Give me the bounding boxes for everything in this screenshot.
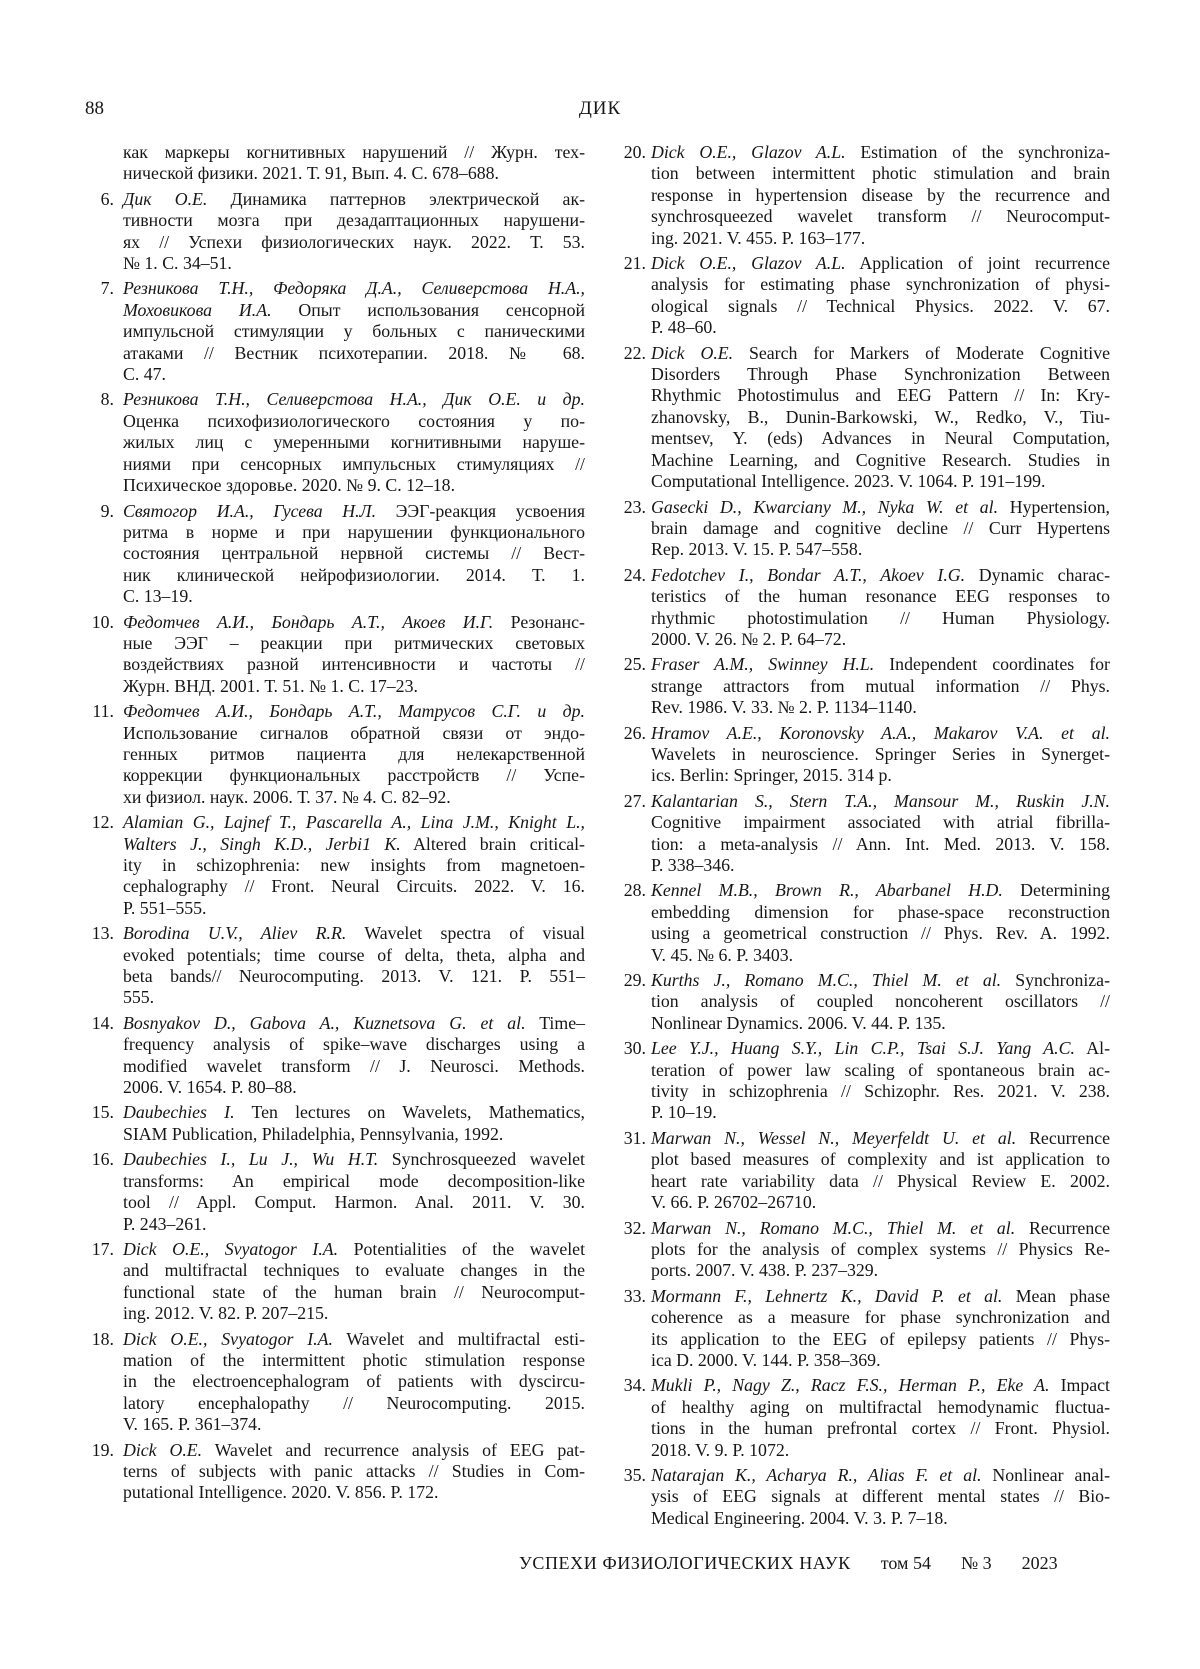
reference-authors: Моховикова И.А. <box>123 299 272 320</box>
reference-authors: Dick O.E. <box>123 1439 203 1460</box>
reference-number: 6. <box>100 188 114 209</box>
reference-text <box>123 1239 585 1325</box>
reference-line: Дик О.Е. Динамика паттернов электрической ак- <box>123 188 586 209</box>
reference-number: 14. <box>91 1012 114 1033</box>
footer-volume: том 54 <box>880 1553 931 1573</box>
reference-text <box>123 1102 585 1145</box>
reference-authors: Kennel M.B., Brown R., Abarbanel H.D. <box>651 880 1003 901</box>
reference-authors: Natarajan K., Acharya R., Alias F. et al. <box>651 1464 982 1485</box>
reference-line: Rhythmic Photostimulus and EEG Pattern // In: Kry- <box>651 385 1110 406</box>
reference-line: ysis of EEG signals at different mental states // Bio- <box>651 1486 1110 1507</box>
reference-item <box>613 1286 1110 1372</box>
reference-line: in the electroencephalogram of patients with dyscircu- <box>123 1371 585 1392</box>
reference-line: Dick O.E., Svyatogor I.A. Potentialities of the wavelet <box>123 1238 586 1259</box>
reference-line: Marwan N., Wessel N., Meyerfeldt U. et al. Recurrence <box>651 1127 1111 1148</box>
reference-number: 16. <box>91 1149 114 1170</box>
reference-text <box>123 278 585 385</box>
reference-line: zhanovsky, B., Dunin-Barkowski, W., Redko, V., Tiu- <box>651 406 1110 427</box>
reference-line: воздействиях разной интенсивности и частоты // <box>123 654 585 675</box>
reference-text <box>123 142 585 185</box>
reference-text <box>123 612 585 698</box>
reference-line: Natarajan K., Acharya R., Alias F. et al. Nonlinear anal- <box>651 1464 1110 1485</box>
reference-line <box>651 723 1110 744</box>
reference-authors: Lee Y.J., Huang S.Y., Lin C.P., Tsai S.J. Yang A.C. <box>651 1038 1075 1059</box>
reference-line: mentsev, Y. (eds) Advances in Neural Computation, <box>651 428 1110 449</box>
reference-line: P. 10–19. <box>651 1102 717 1123</box>
reference-number: 10. <box>91 611 114 632</box>
reference-line: evoked potentials; time course of delta, theta, alpha and <box>123 944 585 965</box>
reference-line: ритма в норме и при нарушении функционального <box>123 521 585 542</box>
reference-number: 9. <box>100 500 114 521</box>
reference-line: Rev. 1986. V. 33. № 2. P. 1134–1140. <box>651 697 917 718</box>
reference-authors: Marwan N., Wessel N., Meyerfeldt U. et al. <box>651 1127 1017 1148</box>
reference-text <box>651 970 1110 1034</box>
reference-authors: Резникова Т.Н., Селиверстова Н.А., Дик О.Е. и др. <box>123 389 585 410</box>
reference-line: ing. 2021. V. 455. P. 163–177. <box>651 227 866 248</box>
reference-number: 35. <box>623 1464 646 1485</box>
reference-text <box>651 253 1110 339</box>
reference-number: 8. <box>100 389 114 410</box>
reference-text <box>651 565 1110 651</box>
reference-number: 34. <box>623 1375 646 1396</box>
reference-line: Fraser A.M., Swinney H.L. Independent coordinates for <box>651 654 1110 675</box>
reference-line: rhythmic photostimulation // Human Physiology. <box>651 607 1110 628</box>
reference-line: С. 47. <box>123 364 166 385</box>
reference-number: 30. <box>623 1038 646 1059</box>
reference-authors: Mormann F., Lehnertz K., David P. et al. <box>651 1285 1003 1306</box>
reference-text <box>123 1440 585 1504</box>
reference-item <box>85 1149 585 1235</box>
reference-number: 26. <box>623 722 646 743</box>
reference-number <box>85 142 114 185</box>
reference-text <box>651 1128 1110 1214</box>
reference-item <box>85 1329 585 1436</box>
reference-number: 22. <box>623 342 646 363</box>
reference-number: 15. <box>91 1102 114 1123</box>
reference-authors: Федотчев А.И., Бондарь А.Т., Акоев И.Г. <box>123 611 494 632</box>
reference-text <box>651 343 1110 493</box>
reference-authors: Kalantarian S., Stern T.A., Mansour M., Ruskin J.N. <box>651 790 1110 811</box>
reference-line: Machine Learning, and Cognitive Research. Studies in <box>651 449 1110 470</box>
reference-line: Dick O.E. Search for Markers of Moderate Cognitive <box>651 342 1110 363</box>
reference-item <box>613 1375 1110 1461</box>
reference-item <box>613 253 1110 339</box>
reference-authors: Dick O.E., Glazov A.L. <box>651 253 846 274</box>
reference-line: Bosnyakov D., Gabova A., Kuznetsova G. et al. Time– <box>123 1012 585 1033</box>
reference-line: Daubechies I. Ten lectures on Wavelets, Mathematics, <box>123 1102 585 1123</box>
reference-text <box>123 389 585 496</box>
reference-line: Gasecki D., Kwarciany M., Nyka W. et al. Hypertension, <box>651 496 1110 517</box>
reference-item <box>85 142 585 185</box>
reference-line: Borodina U.V., Aliev R.R. Wavelet spectra of visual <box>123 923 585 944</box>
reference-item <box>613 1038 1110 1124</box>
reference-authors: Mukli P., Nagy Z., Racz F.S., Herman P., Eke A. <box>651 1375 1050 1396</box>
reference-line: tivity in schizophrenia // Schizophr. Res. 2021. V. 238. <box>651 1081 1110 1102</box>
reference-line: Kennel M.B., Brown R., Abarbanel H.D. Determining <box>651 880 1110 901</box>
reference-line: ниями при сенсорных импульсных стимуляциях // <box>123 453 585 474</box>
reference-line <box>123 701 585 722</box>
reference-line: Fedotchev I., Bondar A.T., Akoev I.G. Dynamic charac- <box>651 564 1110 585</box>
reference-line: Dick O.E., Glazov A.L. Estimation of the synchroniza- <box>651 142 1110 162</box>
page-number: 88 <box>85 98 104 119</box>
reference-line: plot based measures of complexity and ist application to <box>651 1149 1110 1170</box>
reference-number: 7. <box>100 278 114 299</box>
reference-text <box>123 1149 585 1235</box>
reference-number: 20. <box>623 142 646 162</box>
reference-line: ports. 2007. V. 438. P. 237–329. <box>651 1260 879 1281</box>
reference-line: coherence as a measure for phase synchronization and <box>651 1307 1110 1328</box>
reference-line <box>123 812 585 833</box>
reference-item <box>613 1465 1110 1529</box>
reference-authors: Borodina U.V., Aliev R.R. <box>123 923 347 944</box>
reference-number: 21. <box>623 253 646 274</box>
reference-text <box>651 1465 1110 1529</box>
reference-line: ological signals // Technical Physics. 2022. V. 67. <box>651 295 1110 316</box>
reference-authors: Fraser A.M., Swinney H.L. <box>651 654 875 675</box>
reference-authors: Dick O.E. <box>651 342 734 363</box>
reference-number: 27. <box>623 790 646 811</box>
reference-line: cephalography // Front. Neural Circuits. 2022. V. 16. <box>123 876 585 897</box>
reference-item <box>85 1102 585 1145</box>
reference-item <box>85 812 585 919</box>
reference-number: 11. <box>92 701 114 722</box>
reference-line: коррекции функциональных расстройств // Успе- <box>123 765 585 786</box>
reference-line: its application to the EEG of epilepsy patients // Phys- <box>651 1328 1110 1349</box>
reference-text <box>651 791 1110 877</box>
reference-line: Daubechies I., Lu J., Wu H.T. Synchrosqueezed wavelet <box>123 1149 585 1170</box>
reference-text <box>123 1329 585 1436</box>
reference-line: Dick O.E., Svyatogor I.A. Wavelet and multifractal esti- <box>123 1328 585 1349</box>
reference-line: нической физики. 2021. Т. 91, Вып. 4. С. 678–688. <box>123 163 499 184</box>
reference-text <box>651 880 1110 966</box>
reference-item <box>613 1128 1110 1214</box>
reference-line: ные ЭЭГ – реакции при ритмических световых <box>123 632 585 653</box>
reference-number: 32. <box>623 1217 646 1238</box>
reference-text <box>123 923 585 1009</box>
reference-line: как маркеры когнитивных нарушений // Журн. тех- <box>123 142 585 162</box>
reference-line: Computational Intelligence. 2023. V. 1064. P. 191–199. <box>651 471 1046 492</box>
reference-number: 29. <box>623 970 646 991</box>
reference-authors: Daubechies I., Lu J., Wu H.T. <box>123 1149 379 1170</box>
reference-line: terns of subjects with panic attacks // Studies in Com- <box>123 1460 585 1481</box>
reference-line: Disorders Through Phase Synchronization Between <box>651 364 1110 385</box>
reference-number: 25. <box>623 654 646 675</box>
reference-line: 2000. V. 26. № 2. P. 64–72. <box>651 628 847 649</box>
reference-line: Журн. ВНД. 2001. Т. 51. № 1. С. 17–23. <box>123 675 418 696</box>
reference-number: 12. <box>91 812 114 833</box>
reference-line: Оценка психофизиологического состояния у по- <box>123 410 585 431</box>
reference-item <box>85 612 585 698</box>
reference-line: V. 45. № 6. P. 3403. <box>651 944 794 965</box>
reference-line: analysis for estimating phase synchronization of physi- <box>651 274 1110 295</box>
reference-text <box>651 723 1110 787</box>
reference-number: 24. <box>623 564 646 585</box>
reference-number: 31. <box>623 1127 646 1148</box>
reference-number: 18. <box>91 1328 114 1349</box>
reference-authors: Dick O.E., Glazov A.L. <box>651 142 846 162</box>
reference-authors: Alamian G., Lajnef T., Pascarella A., Lina J.M., Knight L., <box>123 812 585 833</box>
reference-item <box>85 1239 585 1325</box>
reference-line: tion: a meta-analysis // Ann. Int. Med. 2013. V. 158. <box>651 833 1110 854</box>
reference-line: V. 66. P. 26702–26710. <box>651 1192 817 1213</box>
running-title: ДИК <box>578 98 622 119</box>
reference-line: тивности мозга при дезадаптационных нарушени- <box>123 210 585 231</box>
reference-line: С. 13–19. <box>123 586 193 607</box>
reference-line: functional state of the human brain // Neurocomput- <box>123 1281 585 1302</box>
reference-line: № 1. С. 34–51. <box>123 253 232 274</box>
reference-line: teristics of the human resonance EEG responses to <box>651 586 1110 607</box>
reference-authors: Daubechies I. <box>123 1102 235 1123</box>
reference-item <box>85 1440 585 1504</box>
reference-text <box>123 701 585 808</box>
reference-line: Cognitive impairment associated with atrial fibrilla- <box>651 812 1110 833</box>
reference-line: mation of the intermittent photic stimulation response <box>123 1349 585 1370</box>
reference-line: Святогор И.А., Гусева Н.Л. ЭЭГ-реакция усвоения <box>123 500 585 521</box>
reference-line: ник клинической нейрофизиологии. 2014. Т. 1. <box>123 564 585 585</box>
reference-line: Lee Y.J., Huang S.Y., Lin C.P., Tsai S.J. Yang A.C. Al- <box>651 1038 1110 1059</box>
reference-line: жилых лиц с умеренными когнитивными наруше- <box>123 432 585 453</box>
reference-line: хи физиол. наук. 2006. Т. 37. № 4. С. 82–92. <box>123 786 451 807</box>
footer-journal-title: УСПЕХИ ФИЗИОЛОГИЧЕСКИХ НАУК <box>519 1553 851 1573</box>
reference-line: Rep. 2013. V. 15. P. 547–558. <box>651 539 863 560</box>
reference-number: 28. <box>623 880 646 901</box>
reference-line: SIAM Publication, Philadelphia, Pennsylvania, 1992. <box>123 1123 504 1144</box>
reference-authors: Marwan N., Romano M.C., Thiel M. et al. <box>651 1217 1016 1238</box>
reference-line: and multifractal techniques to evaluate changes in the <box>123 1260 585 1281</box>
reference-authors: Kurths J., Romano M.C., Thiel M. et al. <box>651 970 1002 991</box>
reference-line: using a geometrical construction // Phys. Rev. A. 1992. <box>651 923 1110 944</box>
reference-line: brain damage and cognitive decline // Curr Hypertens <box>651 517 1110 538</box>
reference-line: tool // Appl. Comput. Harmon. Anal. 2011. V. 30. <box>123 1192 585 1213</box>
reference-line: frequency analysis of spike–wave discharges using a <box>123 1034 585 1055</box>
reference-line: Моховикова И.А. Опыт использования сенсорной <box>123 299 585 320</box>
reference-authors: Gasecki D., Kwarciany M., Nyka W. et al. <box>651 496 999 517</box>
reference-authors: Резникова Т.Н., Федоряка Д.А., Селиверстова Н.А., <box>123 278 585 299</box>
reference-item <box>613 565 1110 651</box>
reference-text <box>123 1013 585 1099</box>
reference-line: tion analysis of coupled noncoherent oscillators // <box>651 991 1110 1012</box>
reference-line: P. 338–346. <box>651 855 735 875</box>
reference-line: Mukli P., Nagy Z., Racz F.S., Herman P., Eke A. Impact <box>651 1375 1110 1396</box>
reference-line: 555. <box>123 987 155 1008</box>
reference-line: импульсной стимуляции у больных с паническими <box>123 321 585 342</box>
reference-line: Marwan N., Romano M.C., Thiel M. et al. Recurrence <box>651 1217 1111 1238</box>
reference-line: P. 48–60. <box>651 317 717 338</box>
footer-year: 2023 <box>1021 1553 1058 1573</box>
reference-line: ing. 2012. V. 82. P. 207–215. <box>123 1303 329 1324</box>
reference-text <box>651 1218 1110 1282</box>
reference-line: embedding dimension for phase-space reconstruction <box>651 901 1110 922</box>
reference-line: ity in schizophrenia: new insights from magnetoen- <box>123 855 585 875</box>
reference-line: synchrosqueezed wavelet transform // Neurocomput- <box>651 206 1110 227</box>
reference-line: 2006. V. 1654. P. 80–88. <box>123 1077 297 1098</box>
reference-line: Kurths J., Romano M.C., Thiel M. et al. Synchroniza- <box>651 970 1110 991</box>
reference-text <box>651 142 1110 249</box>
reference-line: 2018. V. 9. P. 1072. <box>651 1439 790 1460</box>
reference-line: P. 551–555. <box>123 897 207 918</box>
footer-issue: № 3 <box>960 1553 992 1573</box>
reference-text <box>651 497 1110 561</box>
reference-line <box>651 791 1110 812</box>
reference-line: генных ритмов пациента для нелекарственной <box>123 743 585 764</box>
reference-line: putational Intelligence. 2020. V. 856. P. 172. <box>123 1482 439 1503</box>
reference-item <box>613 142 1110 249</box>
reference-line: Medical Engineering. 2004. V. 3. P. 7–18. <box>651 1507 948 1528</box>
reference-authors: Дик О.Е. <box>123 188 208 209</box>
reference-number: 17. <box>91 1238 114 1259</box>
reference-line: heart rate variability data // Physical Review E. 2002. <box>651 1170 1110 1191</box>
reference-line: tions in the human prefrontal cortex // Front. Physiol. <box>651 1418 1110 1439</box>
reference-item <box>85 1013 585 1099</box>
reference-item <box>85 278 585 385</box>
reference-item <box>613 880 1110 966</box>
reference-item <box>613 497 1110 561</box>
reference-line <box>123 278 585 299</box>
reference-authors: Dick O.E., Svyatogor I.A. <box>123 1328 333 1349</box>
reference-authors: Walters J., Singh K.D., Jerbi1 K. <box>123 833 401 854</box>
references-left-column <box>85 142 585 1533</box>
reference-line: V. 165. P. 361–374. <box>123 1414 262 1435</box>
references-right-column <box>613 142 1110 1533</box>
reference-line: of healthy aging on multifractal hemodynamic fluctua- <box>651 1396 1110 1417</box>
reference-item <box>85 189 585 275</box>
reference-authors: Bosnyakov D., Gabova A., Kuznetsova G. et al. <box>123 1012 526 1033</box>
reference-item <box>85 701 585 808</box>
reference-line: P. 243–261. <box>123 1213 207 1234</box>
reference-line: Психическое здоровье. 2020. № 9. С. 12–18. <box>123 475 456 496</box>
reference-line: ics. Berlin: Springer, 2015. 314 p. <box>651 765 892 786</box>
reference-number: 13. <box>91 923 114 944</box>
reference-text <box>651 654 1110 718</box>
reference-item <box>85 389 585 496</box>
reference-line: Использование сигналов обратной связи от эндо- <box>123 722 585 743</box>
reference-line <box>123 389 585 410</box>
reference-line: состояния центральной нервной системы // Вест- <box>123 543 585 564</box>
reference-line: beta bands// Neurocomputing. 2013. V. 121. P. 551– <box>123 966 585 987</box>
reference-authors: Hramov A.E., Koronovsky A.A., Makarov V.A. et al. <box>651 722 1110 743</box>
reference-item <box>85 923 585 1009</box>
reference-line: атаками // Вестник психотерапии. 2018. № 68. <box>123 342 585 363</box>
reference-item <box>613 654 1110 718</box>
reference-item <box>613 1218 1110 1282</box>
reference-line: Walters J., Singh K.D., Jerbi1 K. Altered brain critical- <box>123 833 585 854</box>
reference-line: tion between intermittent photic stimulation and brain <box>651 163 1110 184</box>
reference-number: 23. <box>623 496 646 517</box>
reference-item <box>85 501 585 608</box>
reference-text <box>123 189 585 275</box>
reference-authors: Dick O.E., Svyatogor I.A. <box>123 1238 339 1259</box>
reference-text <box>651 1375 1110 1461</box>
reference-line: ях // Успехи физиологических наук. 2022. Т. 53. <box>123 231 585 252</box>
reference-line: strange attractors from mutual information // Phys. <box>651 675 1110 696</box>
reference-text <box>651 1038 1110 1124</box>
reference-line: response in hypertension disease by the recurrence and <box>651 184 1110 205</box>
reference-item <box>613 791 1110 877</box>
reference-line: Mormann F., Lehnertz K., David P. et al. Mean phase <box>651 1285 1110 1306</box>
reference-authors: Федотчев А.И., Бондарь А.Т., Матрусов С.Г. и др. <box>123 701 585 722</box>
reference-line: modified wavelet transform // J. Neurosci. Methods. <box>123 1055 585 1076</box>
references-list <box>85 142 1112 1533</box>
reference-number: 33. <box>623 1285 646 1306</box>
reference-line: Wavelets in neuroscience. Springer Series in Synerget- <box>651 743 1110 764</box>
journal-footer <box>519 1553 1058 1574</box>
reference-item <box>613 343 1110 493</box>
reference-line: transforms: An empirical mode decomposition-like <box>123 1170 585 1191</box>
reference-item <box>613 723 1110 787</box>
reference-authors: Святогор И.А., Гусева Н.Л. <box>123 500 377 521</box>
reference-line: Dick O.E. Wavelet and recurrence analysis of EEG pat- <box>123 1439 586 1460</box>
reference-text <box>123 812 585 919</box>
reference-item <box>613 970 1110 1034</box>
reference-authors: Fedotchev I., Bondar A.T., Akoev I.G. <box>651 564 966 585</box>
reference-line: ica D. 2000. V. 144. P. 358–369. <box>651 1349 881 1370</box>
reference-line: Nonlinear Dynamics. 2006. V. 44. P. 135. <box>651 1012 946 1033</box>
reference-text <box>651 1286 1110 1372</box>
reference-line: plots for the analysis of complex systems // Physics Re- <box>651 1238 1110 1259</box>
reference-line: latory encephalopathy // Neurocomputing. 2015. <box>123 1392 585 1413</box>
reference-line: Федотчев А.И., Бондарь А.Т., Акоев И.Г. Резонанс- <box>123 611 585 632</box>
reference-line: teration of power law scaling of spontaneous brain ac- <box>651 1059 1110 1080</box>
reference-line: Dick O.E., Glazov A.L. Application of joint recurrence <box>651 253 1110 274</box>
reference-number: 19. <box>91 1439 114 1460</box>
reference-text <box>123 501 585 608</box>
